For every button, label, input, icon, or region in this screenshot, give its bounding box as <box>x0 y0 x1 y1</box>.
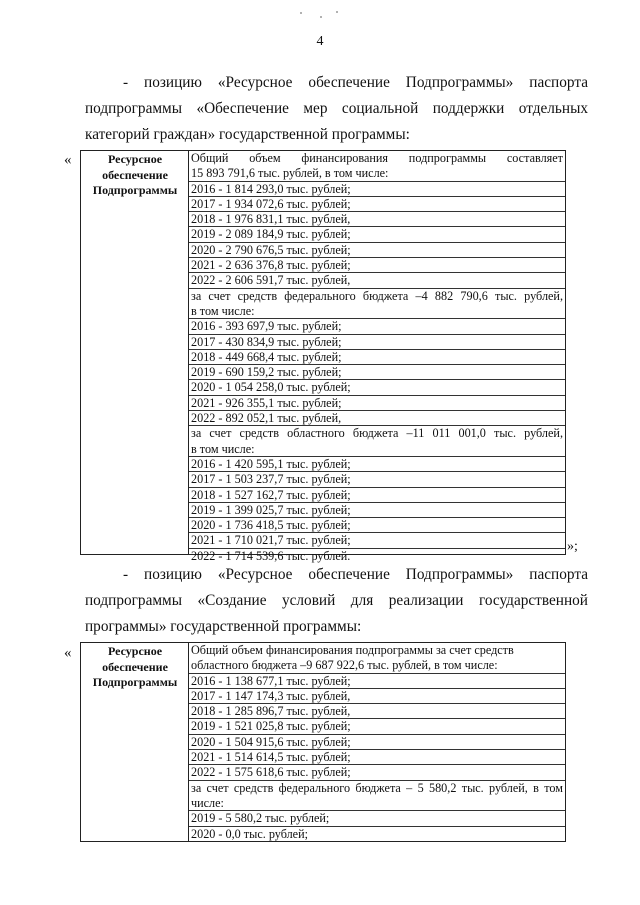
table-row: областного бюджета –9 687 922,6 тыс. рублей, в том числе: <box>189 658 565 673</box>
table-row: 2018 - 1 285 896,7 тыс. рублей, <box>189 704 565 719</box>
value-cell <box>189 151 565 564</box>
open-quote-1: « <box>64 152 72 168</box>
section2-intro <box>85 562 588 640</box>
scan-speck <box>300 12 302 14</box>
table-row: 2022 - 1 714 539,6 тыс. рублей. <box>191 548 351 563</box>
intro-line: программы» государственной программы: <box>85 618 362 635</box>
table-row: 2016 - 1 420 595,1 тыс. рублей; <box>189 457 565 472</box>
table-row: за счет средств федерального бюджета –4 882 790,6 тыс. рублей, <box>191 288 563 303</box>
table-row: 2022 - 892 052,1 тыс. рублей, <box>189 411 565 426</box>
row-label: Ресурсное обеспечение Подпрограммы <box>92 152 178 197</box>
table-row: в том числе: <box>189 304 565 319</box>
open-quote-2: « <box>64 645 72 661</box>
row-label: Ресурсное обеспечение Подпрограммы <box>92 644 178 689</box>
scan-speck <box>336 11 338 13</box>
table-row: 2019 - 2 089 184,9 тыс. рублей; <box>189 227 565 242</box>
table-row: 2017 - 1 147 174,3 тыс. рублей, <box>189 689 565 704</box>
table-row: 15 893 791,6 тыс. рублей, в том числе: <box>189 166 565 181</box>
label-cell <box>81 151 189 554</box>
table-row: 2016 - 1 814 293,0 тыс. рублей; <box>189 182 565 197</box>
scan-speck <box>320 16 322 18</box>
table-row: 2020 - 1 504 915,6 тыс. рублей; <box>189 735 565 750</box>
table-row: 2020 - 1 736 418,5 тыс. рублей; <box>189 518 565 533</box>
intro-line: подпрограммы «Обеспечение мер социальной поддержки отдельных <box>85 100 588 117</box>
table-row: 2019 - 690 159,2 тыс. рублей; <box>189 365 565 380</box>
table-row: 2018 - 1 976 831,1 тыс. рублей, <box>189 212 565 227</box>
close-quote-1: »; <box>567 539 578 554</box>
table-row: 2018 - 449 668,4 тыс. рублей; <box>189 350 565 365</box>
page-number: 4 <box>316 34 324 49</box>
table-row: 2021 - 1 710 021,7 тыс. рублей; <box>189 533 565 548</box>
intro-line: категорий граждан» государственной программы: <box>85 126 410 143</box>
table-row: 2020 - 0,0 тыс. рублей; <box>191 826 308 841</box>
table-row: 2022 - 1 575 618,6 тыс. рублей; <box>189 765 565 780</box>
table-row: 2019 - 5 580,2 тыс. рублей; <box>189 811 565 826</box>
value-cell <box>189 643 565 842</box>
intro-line: подпрограммы «Создание условий для реализации государственной <box>85 592 588 609</box>
table-row: 2018 - 1 527 162,7 тыс. рублей; <box>189 488 565 503</box>
table-row: Общий объем финансирования подпрограммы за счет средств <box>191 643 514 657</box>
table-row: 2017 - 1 934 072,6 тыс. рублей; <box>189 197 565 212</box>
table-row: 2017 - 1 503 237,7 тыс. рублей; <box>189 472 565 487</box>
table-row: 2021 - 2 636 376,8 тыс. рублей; <box>189 258 565 273</box>
table-row: 2019 - 1 521 025,8 тыс. рублей; <box>189 719 565 734</box>
intro-line: - позицию «Ресурсное обеспечение Подпрограммы» паспорта <box>123 566 588 583</box>
resource-table-1 <box>80 150 566 563</box>
resource-table-2 <box>80 642 566 842</box>
table-row: 2021 - 1 514 614,5 тыс. рублей; <box>189 750 565 765</box>
table-row: 2020 - 2 790 676,5 тыс. рублей; <box>189 243 565 258</box>
table-row: 2016 - 1 138 677,1 тыс. рублей; <box>189 674 565 689</box>
table-row: 2016 - 393 697,9 тыс. рублей; <box>189 319 565 334</box>
intro-line: - позицию «Ресурсное обеспечение Подпрограммы» паспорта <box>123 74 588 91</box>
table-row: Общий объем финансирования подпрограммы составляет <box>191 151 563 165</box>
table-row: за счет средств областного бюджета –11 011 001,0 тыс. рублей, <box>191 426 563 441</box>
section1-intro <box>85 70 588 148</box>
table-row: числе: <box>189 796 565 811</box>
table-row: в том числе: <box>189 442 565 457</box>
table-row: 2021 - 926 355,1 тыс. рублей; <box>189 396 565 411</box>
table-row: 2019 - 1 399 025,7 тыс. рублей; <box>189 503 565 518</box>
table-row: 2022 - 2 606 591,7 тыс. рублей, <box>189 273 565 288</box>
table-row: 2017 - 430 834,9 тыс. рублей; <box>189 335 565 350</box>
label-cell <box>81 643 189 841</box>
table-row: 2020 - 1 054 258,0 тыс. рублей; <box>189 380 565 395</box>
table-row: за счет средств федерального бюджета – 5 580,2 тыс. рублей, в том <box>191 780 563 795</box>
